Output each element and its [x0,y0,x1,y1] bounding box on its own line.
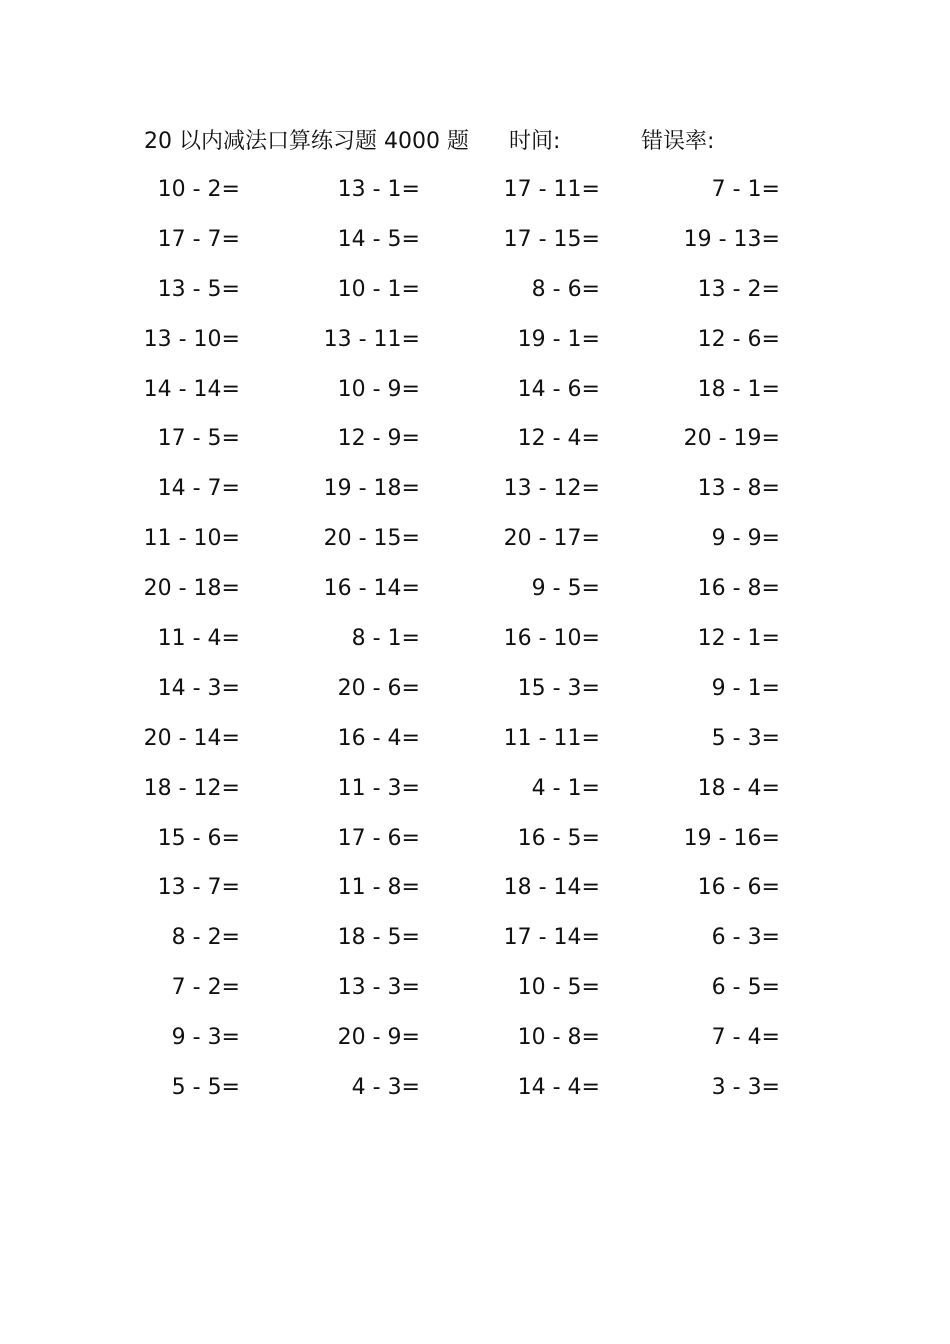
problem-item: 6 - 3= [711,925,780,951]
problem-item: 5 - 3= [711,725,780,751]
problem-item: 20 - 15= [323,526,420,552]
problem-item: 17 - 11= [503,177,600,202]
problem-row [0,569,950,619]
problem-item: 9 - 5= [531,576,600,602]
problem-item: 12 - 4= [517,426,600,452]
problem-item: 19 - 1= [517,326,600,352]
problem-item: 10 - 5= [517,975,600,1001]
problem-item: 16 - 14= [323,576,420,602]
problem-item: 16 - 6= [697,875,780,901]
problem-item: 10 - 1= [337,276,420,302]
problem-item: 17 - 5= [157,426,240,452]
problem-item: 6 - 5= [711,975,780,1001]
problem-row [0,469,950,519]
problem-item: 13 - 11= [323,326,420,352]
problem-item: 19 - 18= [323,476,420,502]
problem-item: 7 - 1= [711,177,780,202]
problem-grid [0,170,950,1118]
problem-item: 10 - 2= [157,177,240,202]
problem-row [0,270,950,320]
problem-row [0,918,950,968]
problem-item: 18 - 14= [503,875,600,901]
problem-row [0,819,950,869]
problem-row [0,619,950,669]
problem-item: 14 - 7= [157,476,240,502]
problem-row [0,719,950,769]
problem-item: 20 - 18= [143,576,240,602]
problem-item: 15 - 3= [517,675,600,701]
problem-item: 14 - 6= [517,376,600,402]
problem-item: 18 - 12= [143,775,240,801]
problem-item: 14 - 14= [143,376,240,402]
problem-item: 9 - 3= [171,1025,240,1051]
problem-item: 12 - 9= [337,426,420,452]
problem-row [0,170,950,220]
problem-item: 10 - 9= [337,376,420,402]
problem-row [0,669,950,719]
problem-item: 8 - 1= [351,626,420,652]
problem-item: 7 - 4= [711,1025,780,1051]
problem-item: 14 - 4= [517,1075,600,1101]
time-label: 时间: [509,129,561,154]
problem-item: 4 - 1= [531,775,600,801]
problem-item: 20 - 14= [143,725,240,751]
problem-item: 13 - 2= [697,276,780,302]
problem-item: 17 - 15= [503,226,600,252]
problem-item: 18 - 1= [697,376,780,402]
problem-item: 14 - 5= [337,226,420,252]
problem-row [0,968,950,1018]
worksheet-header [0,124,950,160]
problem-item: 5 - 5= [171,1075,240,1101]
problem-item: 13 - 10= [143,326,240,352]
problem-row [0,1068,950,1118]
problem-item: 7 - 2= [171,975,240,1001]
problem-row [0,868,950,918]
problem-item: 3 - 3= [711,1075,780,1101]
problem-item: 20 - 6= [337,675,420,701]
problem-item: 18 - 5= [337,925,420,951]
problem-item: 13 - 5= [157,276,240,302]
problem-row [0,1018,950,1068]
problem-item: 20 - 17= [503,526,600,552]
problem-item: 12 - 6= [697,326,780,352]
worksheet-title: 20 以内减法口算练习题 4000 题 [144,129,469,154]
problem-item: 13 - 1= [337,177,420,202]
problem-item: 11 - 11= [503,725,600,751]
problem-item: 20 - 9= [337,1025,420,1051]
problem-item: 13 - 3= [337,975,420,1001]
problem-item: 14 - 3= [157,675,240,701]
problem-item: 17 - 6= [337,825,420,851]
problem-item: 17 - 14= [503,925,600,951]
problem-item: 9 - 9= [711,526,780,552]
problem-item: 15 - 6= [157,825,240,851]
problem-item: 20 - 19= [683,426,780,452]
problem-item: 16 - 8= [697,576,780,602]
problem-item: 4 - 3= [351,1075,420,1101]
problem-item: 11 - 10= [143,526,240,552]
problem-item: 16 - 10= [503,626,600,652]
problem-row [0,220,950,270]
problem-item: 9 - 1= [711,675,780,701]
problem-item: 11 - 8= [337,875,420,901]
problem-row [0,769,950,819]
problem-item: 10 - 8= [517,1025,600,1051]
problem-row [0,419,950,469]
problem-item: 8 - 6= [531,276,600,302]
problem-item: 17 - 7= [157,226,240,252]
problem-item: 19 - 13= [683,226,780,252]
problem-item: 13 - 8= [697,476,780,502]
problem-item: 11 - 4= [157,626,240,652]
problem-item: 8 - 2= [171,925,240,951]
problem-item: 19 - 16= [683,825,780,851]
problem-item: 13 - 12= [503,476,600,502]
problem-row [0,320,950,370]
problem-item: 16 - 5= [517,825,600,851]
problem-item: 18 - 4= [697,775,780,801]
problem-item: 12 - 1= [697,626,780,652]
problem-item: 11 - 3= [337,775,420,801]
problem-item: 16 - 4= [337,725,420,751]
problem-row [0,370,950,420]
problem-row [0,519,950,569]
error-rate-label: 错误率: [641,129,715,154]
problem-item: 13 - 7= [157,875,240,901]
